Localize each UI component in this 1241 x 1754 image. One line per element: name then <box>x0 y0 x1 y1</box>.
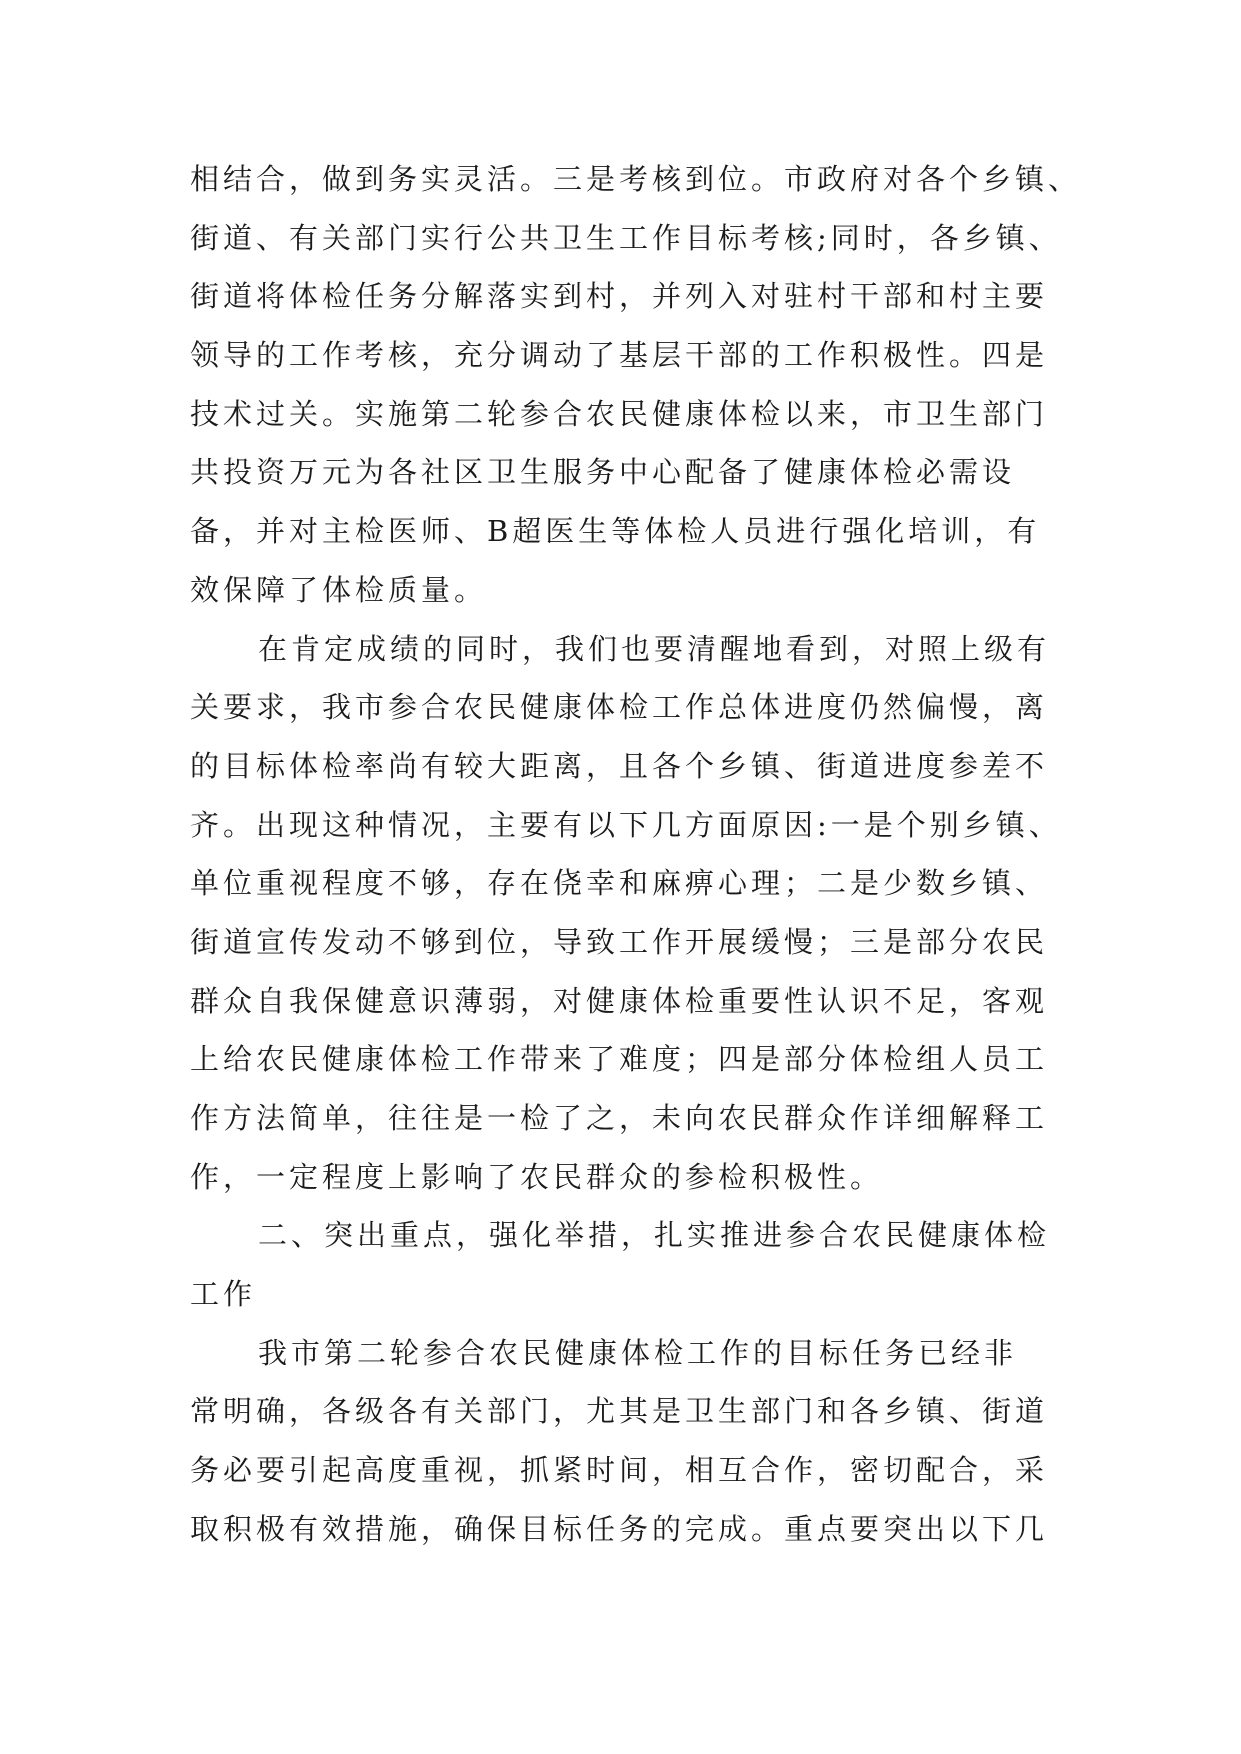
text-line: 相结合，做到务实灵活。三是考核到位。市政府对各个乡镇、 <box>190 162 1082 196</box>
text-line: 齐。出现这种情况，主要有以下几方面原因:一是个别乡镇、 <box>190 807 1062 842</box>
text-line: 备，并对主检医师、B超医生等体检人员进行强化培训，有 <box>190 514 1041 549</box>
text-line: 的目标体检率尚有较大距离，且各个乡镇、街道进度参差不 <box>190 748 1049 783</box>
text-line: 效保障了体检质量。 <box>190 572 488 607</box>
text-line: 上给农民健康体检工作带来了难度；四是部分体检组人员工 <box>190 1042 1049 1077</box>
text-line: 街道将体检任务分解落实到村，并列入对驻村干部和村主要 <box>190 279 1049 314</box>
text-line: 街道、有关部门实行公共卫生工作目标考核;同时，各乡镇、 <box>190 220 1062 255</box>
section-heading: 二、突出重点，强化举措，扎实推进参合农民健康体检 <box>258 1218 1051 1253</box>
paragraph-first-line: 在肯定成绩的同时，我们也要清醒地看到，对照上级有 <box>258 631 1051 666</box>
text-line: 街道宣传发动不够到位，导致工作开展缓慢；三是部分农民 <box>190 924 1049 959</box>
text-line: 作方法简单，往往是一检了之，未向农民群众作详细解释工 <box>190 1101 1049 1135</box>
text-line: 作，一定程度上影响了农民群众的参检积极性。 <box>190 1159 884 1194</box>
text-line: 单位重视程度不够，存在侥幸和麻痹心理；二是少数乡镇、 <box>190 866 1049 901</box>
text-line: 务必要引起高度重视，抓紧时间，相互合作，密切配合，采 <box>190 1453 1049 1488</box>
text-line: 关要求，我市参合农民健康体检工作总体进度仍然偏慢，离 <box>190 690 1049 725</box>
text-line: 取积极有效措施，确保目标任务的完成。重点要突出以下几 <box>190 1511 1049 1546</box>
paragraph-first-line: 我市第二轮参合农民健康体检工作的目标任务已经非 <box>258 1335 1018 1370</box>
text-line: 共投资万元为各社区卫生服务中心配备了健康体检必需设 <box>190 455 1016 490</box>
section-heading-continued: 工作 <box>190 1277 257 1312</box>
text-line: 技术过关。实施第二轮参合农民健康体检以来，市卫生部门 <box>190 396 1049 431</box>
text-line: 常明确，各级各有关部门，尤其是卫生部门和各乡镇、街道 <box>190 1394 1049 1429</box>
text-line: 群众自我保健意识薄弱，对健康体检重要性认识不足，客观 <box>190 983 1049 1018</box>
text-line: 领导的工作考核，充分调动了基层干部的工作积极性。四是 <box>190 338 1049 373</box>
body-text <box>190 150 1082 1559</box>
